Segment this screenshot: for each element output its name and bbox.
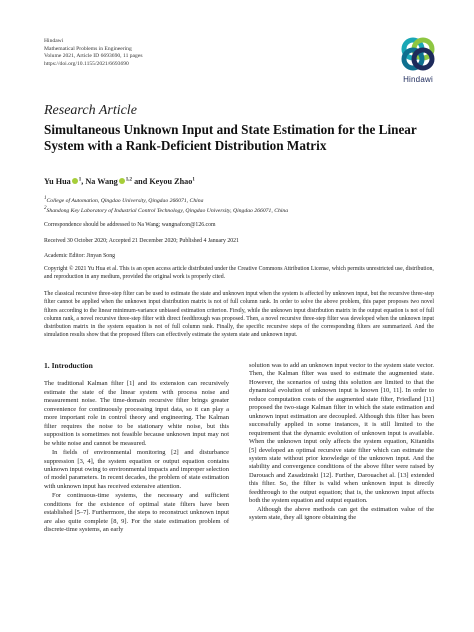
author-name: Na Wang [85,177,118,186]
left-column [44,362,229,536]
paper-title: Simultaneous Unknown Input and State Estimation for the Linear System with a Rank-Deficient Distribution Matrix [44,122,417,153]
affiliations [44,195,288,215]
author-name: Keyou Zhao [149,177,193,186]
journal-doi[interactable]: https://doi.org/10.1155/2021/6693690 [44,60,129,67]
hindawi-logo-icon [398,34,438,74]
article-type: Research Article [44,103,137,118]
abstract: The classical recursive three-step filter can be used to estimate the state and unknown input when the system is affected by unknown input, but the recursive three-step filter cannot be applied when the unknown input distribution matrix is not of full column rank. In order to solve the above problem, this paper proposes two novel filters according to the linear minimum-variance unbiased estimation criterion. Firstly, while the unknown input distribution matrix in the output equation is not of full column rank, a novel recursive three-step filter with direct feedthrough was proposed. Then, a novel recursive three-step filter was developed when the unknown input distribution matrix in the system equation is not of full column rank. Finally, the specific recursive steps of the corresponding filters are summarized. And the simulation results show that the proposed filters can effectively estimate the system state and unknown input. [44,291,434,339]
author-list: Yu Hua $^1$, Na Wang $^{1,2}$ and Keyou Zhao$^1$ [44,177,195,186]
journal-publisher: Hindawi [44,38,64,44]
orcid-icon[interactable] [119,178,125,184]
hindawi-logo [392,34,444,90]
author-affil-sup: 1 [192,177,195,183]
author-name: Yu Hua [44,177,71,186]
journal-volume: Volume 2021, Article ID 6693690, 11 pages [44,53,143,60]
journal-info [44,38,143,68]
body-paragraph: solution was to add an unknown input vector to the system state vector. Then, the Kalman filter was used to estimate the augmented state. However, the scenarios of using this solution are limited to that the dynamical evolution of unknown input is known [10, 11]. In order to reduce computation costs of the augmented state filter, Friedland [11] proposed the two-stage Kalman filter in which the state estimation and unknown input estimation are decoupled. Although this filter has been successfully applied in some instances, it is still limited to the requirement that the dynamic evolution of unknown input is available. When the unknown input only affects the system equation, Kitanidis [5] developed an optimal recursive state filter which can estimate the system state without prior knowledge of the unknown input. And the stability and convergence conditions of the above filter were raised by Darouach and Zasadzinski [12]. Further, Darouachet al. [13] extended this filter. So, the filter is valid when unknown input is directly feedthrough to the output equation; that is, the unknown input affects both the system equation and output equation. [249,362,434,505]
body-paragraph: For continuous-time systems, the necessary and sufficient conditions for the existence of optimal state filters have been established [5–7]. Furthermore, the steps to reconstruct unknown input are also quite complete [8, 9]. For the state estimation problem of discrete-time systems, an early [44,492,229,534]
affiliation-text: College of Automation, Qingdao University, Qingdao 266071, China [46,197,204,204]
affiliation-sup: 2 [44,205,47,211]
correspondence: Correspondence should be addressed to Na Wang; wangnafcon@126.com [44,222,216,228]
right-column [249,362,434,523]
affiliation [44,195,288,205]
affiliation-text: Shandong Key Laboratory of Industrial Control Technology, Qingdao University, Qingdao 266071, China [46,207,289,214]
copyright-notice: Copyright © 2021 Yu Hua et al. This is an open access article distributed under the Creative Commons Attribution License, which permits unrestricted use, distribution, and reproduction in any medium, provided the original work is properly cited. [44,266,434,280]
body-paragraph: In fields of environmental monitoring [2] and disturbance suppression [3, 4], the system equation or output equation contains unknown input owing to environmental impacts and improper selection of model parameters. In recent decades, the problem of state estimation with unknown input has received extensive attention. [44,449,229,490]
author-affil-sup: 1 [78,177,82,183]
author-affil-sup: 1,2 [125,177,133,183]
affiliation-sup: 1 [44,196,47,201]
publication-dates: Received 30 October 2020; Accepted 21 December 2020; Published 4 January 2021 [44,238,239,244]
affiliation [44,205,288,215]
body-paragraph: The traditional Kalman filter [1] and its extension can recursively estimate the state of the linear system with process noise and measurement noise. The time-domain recursive filter brings greater convenience for continuously processing input data, so it can play a more important role in control theory and engineering. The Kalman filter requires the noise to be stationary white noise, but this supposition is sometimes not feasible because unknown input may not be white noise and cannot be measured. [44,380,229,447]
orcid-icon[interactable] [72,178,78,184]
body-paragraph: Although the above methods can get the estimation value of the system state, they all ignore obtaining the [249,505,434,522]
section-heading: 1. Introduction [44,361,93,370]
author-conjunction: and [134,177,148,186]
academic-editor: Academic Editor: Jinyan Song [44,253,115,259]
hindawi-logo-text: Hindawi [403,75,433,84]
journal-name: Mathematical Problems in Engineering [44,45,132,52]
